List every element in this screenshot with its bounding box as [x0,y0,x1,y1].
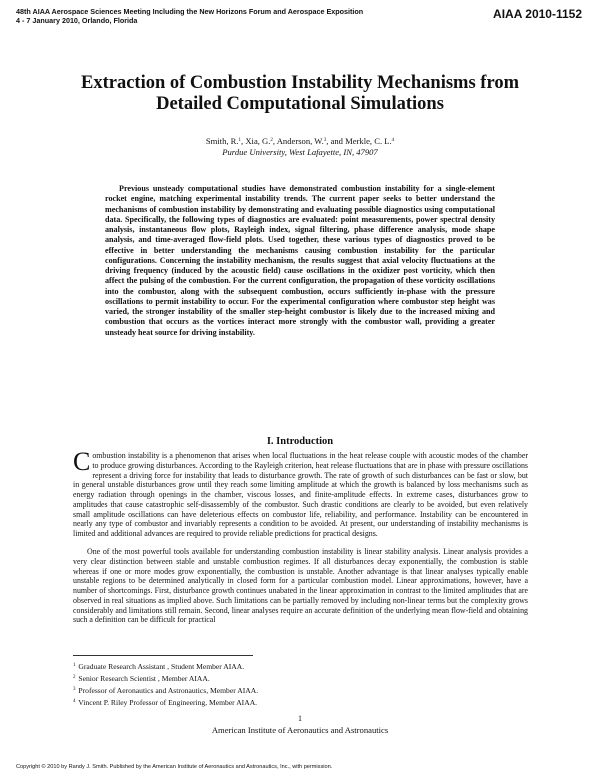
body-paragraph [73,447,528,539]
author-footnote-mark: 3 [323,138,327,143]
author-footnote-mark: 2 [270,138,273,143]
footnotes [73,660,258,708]
drop-cap: C [73,447,91,476]
footnote-divider [73,655,253,656]
footnote-number: 2 [73,675,76,680]
affiliation: Purdue University, West Lafayette, IN, 47907 [222,147,378,157]
footnote-number: 4 [73,699,76,704]
copyright-notice: Copyright © 2010 by Randy J. Smith. Published by the American Institute of Aeronautics and Astronautics, Inc., with permission. [16,764,333,770]
paper-id: AIAA 2010-1152 [493,7,582,21]
conference-header [16,8,363,25]
footnote-number: 1 [73,663,76,668]
paragraph-text: ombustion instability is a phenomenon that arises when local fluctuations in the heat release couple with acoustic modes of the chamber to produce growing disturbances. According to the Rayleigh criterion, heat release fluctuations that are in phase with pressure oscillations represent a driving force for instability that leads to disturbance growth. The rate of growth of such disturbances can be fast or slow, but in general unstable disturbances grow until they reach some limiting amplitude at which the growth is balanced by loss mechanisms such as energy radiation through openings in the chamber, viscous losses, and finite-amplitude effects. In extreme cases, disturbances grow to amplitudes that cause catastrophic self-disassembly of the combustor. Such drastic conditions are clearly to be avoided, but even relatively small amplitude oscillations can have deleterious effects on combustor life, reliability, and performance. Instability can be encountered in nearly any type of combustor and invariably represents a condition to be avoided. At present, our understanding of instability mechanisms is limited and additional advances are required to provide reliable predictions for practical designs. [73,451,528,538]
author-list [0,135,600,147]
footnote [73,696,258,708]
footnote [73,684,258,696]
footnote-text: Graduate Research Assistant , Student Member AIAA. [78,662,245,671]
footnote-text: Vincent P. Riley Professor of Engineering, Member AIAA. [78,698,258,707]
footnote [73,660,258,672]
author-footnote-mark: 4 [391,138,395,143]
author-footnote-mark: 1 [238,138,242,143]
conference-date-location: 4 - 7 January 2010, Orlando, Florida [16,15,138,25]
paper-title [40,73,560,115]
title-line-1: Extraction of Combustion Instability Mechanisms from [80,73,519,93]
footnote-text: Senior Research Scientist , Member AIAA. [78,674,210,683]
footnote-number: 3 [73,687,76,692]
author-name: , and Merkle, C. L. [326,136,392,146]
abstract: Previous unsteady computational studies have demonstrated combustion instability for a single-element rocket engine, matching experimental instability trends. The current paper seeks to better understand the mechanisms of combustion instability by demonstrating and evaluating possible diagnostics using computational data. Specifically, the following types of diagnostics are evaluated: point measurements, power spectral density analysis, instantaneous flow plots, Rayleigh index, signal filtering, phase difference analysis, mode shape analysis, and time-averaged flow-field plots. Used together, these various types of diagnostics proved to be effective in better understanding the mechanisms causing combustion instability for the particular configurations. Concerning the instability mechanism, the results suggest that axial velocity fluctuations at the driving frequency (induced by the acoustic field) cause oscillations in the oxidizer post vorticity, which then affect the pulsing of the combustion. For the current configuration, the propagation of these vorticity oscillations into the combustor, along with the subsequent combustion, occurs sufficiently in-phase with the pressure oscillations to permit instability to occur. For the experimental configuration where combustor step height was varied, the stronger instability of the smaller step-height combustor is likely due to the increased mixing and combustion that occurs as the vortices interact more strongly with the combustor wall, providing a greater unsteady heat source for driving instability. [105,184,495,337]
footnote-text: Professor of Aeronautics and Astronautics, Member AIAA. [78,686,259,695]
conference-name: 48th AIAA Aerospace Sciences Meeting Including the New Horizons Forum and Aerospace Exposition [16,7,364,16]
body-paragraph: One of the most powerful tools available for understanding combustion instability is linear stability analysis. Linear analysis provides a very clear distinction between stable and unstable combustion regimes. If all disturbances decay exponentially, the combustion is stable whereas if one or more modes grow exponentially, the combustion is unstable. Another advantage is that linear analyses typically enable unstable regions to be determined analytically in closed form for a particular combustion model. Linear approximations, however, have a number of shortcomings. First, disturbance growth continues unabated in the linear approximation in contrast to the limited amplitudes that are observed in real situations as implied above. Such limitations can be partially removed by including non-linear terms but the complexity grows considerably and limitations still remain. Second, linear analyses require an accurate definition of the underlying mean flow-field and obtaining such a definition can be difficult for practical [73,547,528,625]
title-line-2: Detailed Computational Simulations [156,94,444,114]
footnote [73,672,258,684]
author-name: Smith, R. [205,136,239,146]
page-number: 1 [298,714,302,723]
author-name: , Anderson, W. [272,136,324,146]
author-name: , Xia, G. [241,136,271,146]
section-heading: I. Introduction [266,436,334,447]
publisher-line: American Institute of Aeronautics and Astronautics [211,725,389,735]
